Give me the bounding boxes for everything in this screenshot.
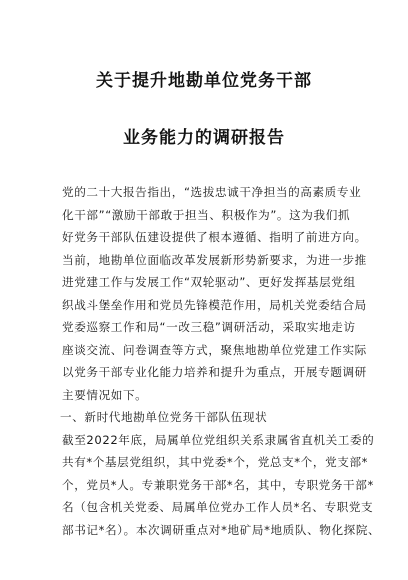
body-line: 党的二十大报告指出，“选拔忠诚干净担当的高素质专业 — [62, 185, 362, 199]
section-heading: 一、新时代地勘单位党务干部队伍现状 — [60, 410, 268, 424]
body-line: 座谈交流、问卷调查等方式，聚焦地勘单位党建工作实际 — [62, 342, 367, 357]
body-line: 部书记*名）。本次调研重点对*地矿局*地质队、物化探院、 — [62, 522, 381, 537]
report-body — [60, 181, 381, 541]
report-title-line-1: 关于提升地勘单位党务干部 — [96, 71, 312, 91]
body-line: 主要情况如下。 — [62, 387, 148, 402]
body-line: 化干部”“激励干部敢于担当、积极作为”。这为我们抓 — [62, 207, 351, 222]
body-line: 截至2022年底，局属单位党组织关系隶属省直机关工委的 — [62, 432, 375, 447]
body-line: 织战斗堡垒作用和党员先锋模范作用，局机关党委结合局 — [62, 297, 367, 312]
body-line: 名（包含机关党委、局属单位党办工作人员*名、专职党支 — [62, 500, 374, 514]
report-title-line-2: 业务能力的调研报告 — [123, 128, 285, 148]
body-line: 好党务干部队伍建设提供了根本遵循、指明了前进方向。 — [62, 230, 367, 244]
body-line: 党委巡察工作和局“一改三稳”调研活动，采取实地走访 — [62, 320, 356, 334]
body-line: 共有*个基层党组织，其中党委*个，党总支*个，党支部* — [62, 455, 369, 469]
body-line: 进党建工作与发展工作“双轮驱动”、更好发挥基层党组 — [62, 275, 356, 289]
body-line: 以党务干部专业化能力培养和提升为重点，开展专题调研 — [62, 365, 367, 379]
body-line: 个，党员*人。专兼职党务干部*名，其中，专职党务干部* — [62, 477, 374, 492]
body-line: 当前，地勘单位面临改革发展新形势新要求，为进一步推 — [62, 252, 367, 267]
